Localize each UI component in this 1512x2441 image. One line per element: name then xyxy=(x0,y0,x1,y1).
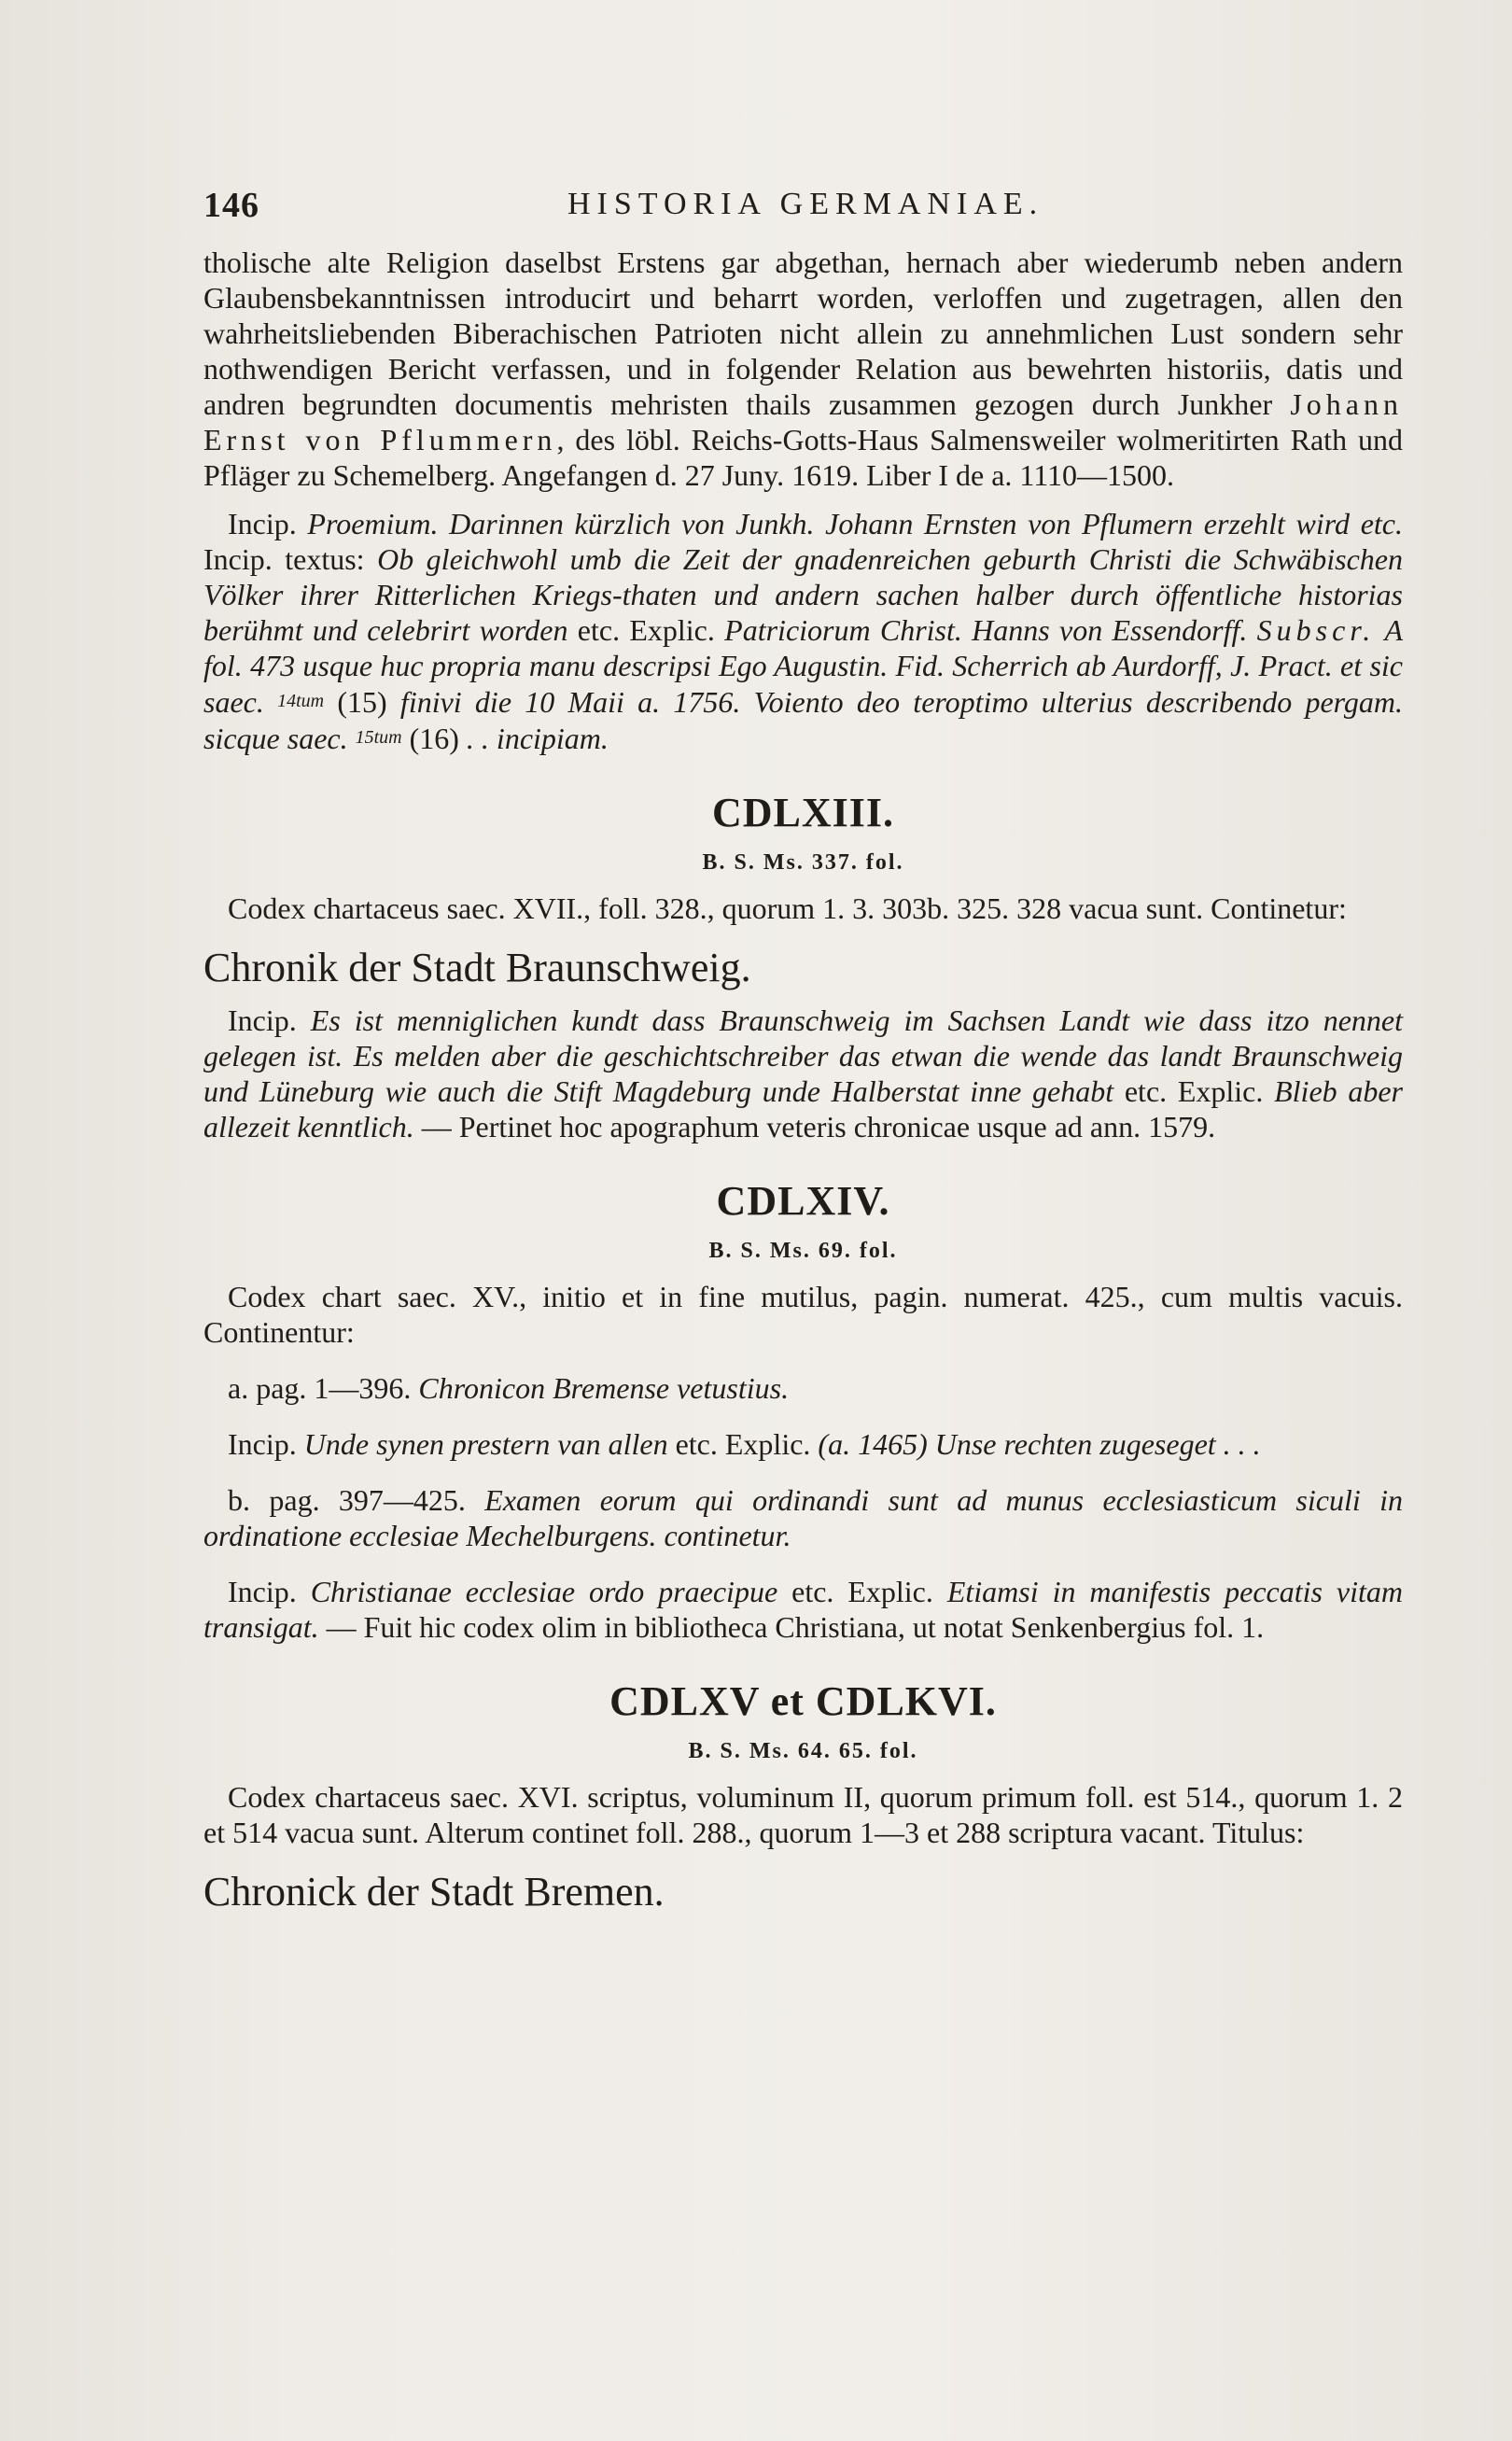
superscript-2: 15tum xyxy=(355,727,402,748)
shelfmark-cdlxiii: B. S. Ms. 337. fol. xyxy=(702,850,904,875)
shelfmark-cdlxiv: B. S. Ms. 69. fol. xyxy=(708,1239,898,1263)
superscript-1: 14tum xyxy=(277,691,325,711)
note-text: — Fuit hic codex olim in bibliotheca Christiana, ut notat Senkenbergius fol. 1. xyxy=(326,1610,1265,1644)
number-1: (15) xyxy=(337,685,387,719)
codex-heading-cdlxiv: CDLXIV. xyxy=(716,1178,890,1224)
item-a-incipit xyxy=(203,1426,1403,1462)
page-header xyxy=(203,185,1417,241)
explic-label: etc. Explic. xyxy=(1124,1074,1264,1108)
explicit-text: Patriciorum Christ. Hanns von Essendorff. xyxy=(724,613,1248,647)
incipit-paragraph-cdlxiii xyxy=(203,1003,1403,1144)
shelfmark-cdlxv: B. S. Ms. 64. 65. fol. xyxy=(688,1739,918,1763)
intro-text-1: tholische alte Religion daselbst Erstens gar abgethan, hernach aber wiederumb neben andern Glaubensbekanntnissen introducirt und beharrt worden, verloffen und zugetragen, allen den wahrheitsliebenden Biberachischen Patrioten nicht allein zu annehmlichen Lust sondern sehr nothwendigen Bericht verfassen, und in folgender Relation aus bewehrten historiis, datis und andren begrundten documentis mehristen thails zusammen gezogen durch Junkher xyxy=(203,246,1403,421)
codex-heading-cdlxiii: CDLXIII. xyxy=(711,790,895,835)
item-a-label: a. pag. 1—396. xyxy=(228,1371,412,1405)
incip-label: Incip. xyxy=(228,507,297,540)
codex-description-cdlxiii: Codex chartaceus saec. XVII., foll. 328., quorum 1. 3. 303b. 325. 328 vacua sunt. Continetur: xyxy=(228,891,1347,925)
page-content xyxy=(203,245,1403,1927)
intro-text-2: , des löbl. Reichs-Gotts-Haus Salmensweiler wolmeritirten Rath und Pfläger zu Schemelberg. Angefangen d. 27 Juny. 1619. Liber I de a. 1110—1500. xyxy=(203,423,1404,492)
explic-label: etc. Explic. xyxy=(791,1575,933,1608)
item-b-label: b. pag. 397—425. xyxy=(228,1483,466,1517)
incip-textus-label: Incip. textus: xyxy=(203,542,365,576)
codex-description-cdlxv: Codex chartaceus saec. XVI. scriptus, voluminum II, quorum primum foll. est 514., quorum 1. 2 et 514 vacua sunt. Alterum continet foll. 288., quorum 1—3 et 288 scriptura vacant. Titulus: xyxy=(203,1780,1403,1849)
explic-label: etc. Explic. xyxy=(577,613,715,647)
work-title-bremen: Chronick der Stadt Bremen. xyxy=(203,1869,665,1915)
subscr-label: Subscr. xyxy=(1256,613,1376,647)
item-b-incipit xyxy=(203,1574,1403,1645)
item-b xyxy=(203,1482,1403,1553)
incip-label: Incip. xyxy=(228,1575,297,1608)
explicit-text: Etiamsi in manifestis peccatis vitam transigat. xyxy=(203,1575,1404,1644)
author-name: Johann Ernst von Pflummern xyxy=(203,387,1403,456)
incip-label: Incip. xyxy=(228,1427,297,1461)
incipit-paragraph xyxy=(203,506,1403,756)
work-title-braunschweig: Chronik der Stadt Braunschweig. xyxy=(203,945,751,990)
note-text: — Pertinet hoc apographum veteris chronicae usque ad ann. 1579. xyxy=(421,1110,1216,1143)
subscr-text-b: finivi die 10 Maii a. 1756. Voiento deo teroptimo ulterius describendo pergam. sicque saec. xyxy=(203,685,1404,755)
running-head: HISTORIA GERMANIAE. xyxy=(567,187,1044,221)
incipit-text: Christianae ecclesiae ordo praecipue xyxy=(310,1575,778,1608)
incip-label: Incip. xyxy=(228,1003,297,1037)
proemium-text: Proemium. Darinnen kürzlich von Junkh. Johann Ernsten von Pflumern erzehlt wird etc. xyxy=(307,507,1404,540)
subscr-text-c: . . incipiam. xyxy=(466,722,609,755)
item-a xyxy=(203,1370,1403,1406)
number-2: (16) xyxy=(409,722,459,755)
explicit-text: Blieb aber allezeit kenntlich. xyxy=(203,1074,1404,1143)
page-number: 146 xyxy=(203,186,259,225)
intro-paragraph xyxy=(203,245,1403,493)
item-b-title: Examen eorum qui ordinandi sunt ad munus ecclesiasticum siculi in ordinatione ecclesiae Mechelburgens. continetur. xyxy=(203,1483,1403,1552)
incipit-text: Es ist menniglichen kundt dass Braunschweig im Sachsen Landt wie dass itzo nennet gelegen ist. Es melden aber die geschichtschreiber das etwan die wende das landt Braunschweig und Lüneburg wie auch die Stift Magdeburg unde Halberstat inne gehabt xyxy=(203,1003,1404,1108)
explicit-text: (a. 1465) Unse rechten zugeseget . . . xyxy=(818,1427,1261,1461)
textus-text: Ob gleichwohl umb die Zeit der gnadenreichen geburth Christi die Schwäbischen Völker ihrer Ritterlichen Kriegs-thaten und andern sachen halber durch öffentliche historias berühmt und celebrirt worden xyxy=(203,542,1404,647)
explic-label: etc. Explic. xyxy=(675,1427,811,1461)
item-a-title: Chronicon Bremense vetustius. xyxy=(418,1371,790,1405)
codex-description-cdlxiv: Codex chart saec. XV., initio et in fine mutilus, pagin. numerat. 425., cum multis vacuis. Continentur: xyxy=(203,1280,1403,1349)
subscr-text-a: A fol. 473 usque huc propria manu descripsi Ego Augustin. Fid. Scherrich ab Aurdorff, J. Pract. et sic saec. xyxy=(203,613,1404,719)
incipit-text: Unde synen prestern van allen xyxy=(303,1427,668,1461)
codex-heading-cdlxv: CDLXV et CDLKVI. xyxy=(609,1678,997,1724)
